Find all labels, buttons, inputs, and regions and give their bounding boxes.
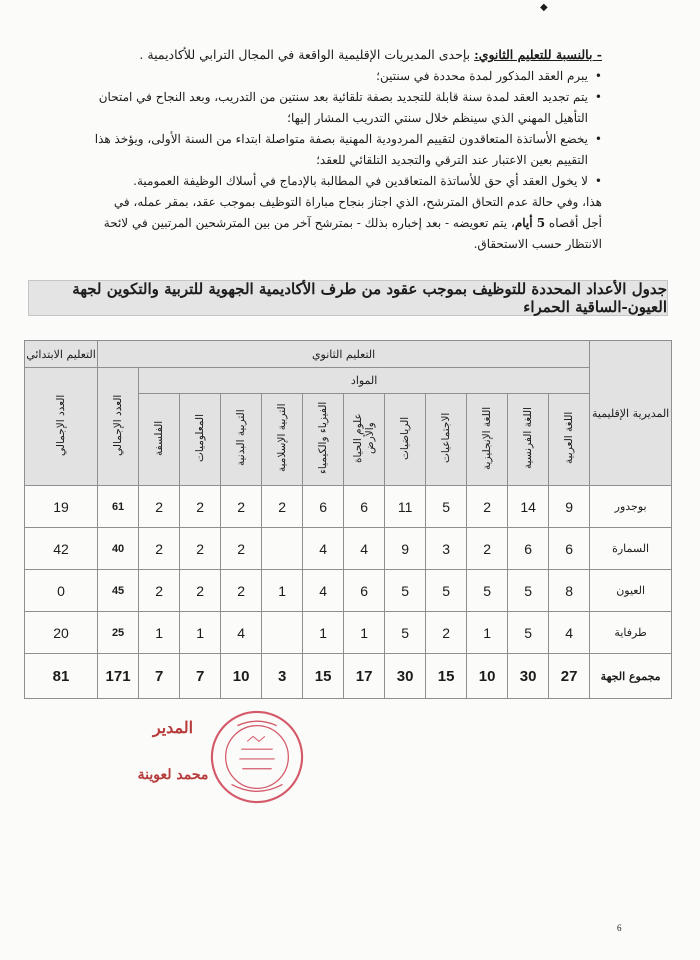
secondary-total: 61: [98, 486, 139, 528]
intro-heading-text: بإحدى المديريات الإقليمية الواقعة في المجال الترابي للأكاديمية .: [139, 47, 475, 62]
paragraph-text-start: هذا، وفي حالة عدم التحاق المترشح، الذي اجتاز بنجاح مباراة التوظيف بموجب عقد، بمقر عمله، في أجل أقصاه: [113, 195, 602, 230]
subject-count: 9: [549, 486, 590, 528]
subject-count: 2: [139, 486, 180, 528]
official-stamp-icon: [208, 708, 306, 806]
subject-header: المعلوميات: [180, 394, 221, 486]
table-row: [25, 612, 672, 654]
bullet-dot-icon: •: [594, 174, 602, 188]
bullet-text: يبرم العقد المذكور لمدة محددة في سنتين؛: [376, 69, 588, 83]
table-row: [25, 570, 672, 612]
intro-bullets: [92, 66, 602, 192]
bullet-item: [92, 171, 602, 192]
subject-count: 27: [549, 654, 590, 699]
table-row: [25, 486, 672, 528]
subject-count: 6: [344, 570, 385, 612]
subject-count: 15: [426, 654, 467, 699]
subject-count: 9: [385, 528, 426, 570]
table-title: جدول الأعداد المحددة للتوظيف بموجب عقود من طرف الأكاديمية الجهوية للتربية والتكوين لجهة العيون-الساقية الحمراء: [28, 280, 668, 316]
recruitment-table: [24, 340, 672, 699]
bullet-text: يخضع الأساتذة المتعاقدون لتقييم المردودية المهنية بصفة متواصلة ابتداء من السنة الأولى، ويؤخذ هذا التقييم بعين الاعتبار عند الترقي والتجديد التلقائي للعقد؛: [94, 132, 588, 167]
subject-header: اللغة الإنجليزية: [467, 394, 508, 486]
bullet-item: [92, 129, 602, 171]
subject-header: الفلسفة: [139, 394, 180, 486]
subject-header: الفيزياء والكيمياء: [303, 394, 344, 486]
region-name: العيون: [590, 570, 672, 612]
bullet-item: [92, 66, 602, 87]
secondary-total: 45: [98, 570, 139, 612]
table-row: [25, 528, 672, 570]
primary-total-header: العدد الإجمالي: [25, 368, 98, 486]
subject-count: 1: [344, 612, 385, 654]
subject-count: 6: [303, 486, 344, 528]
subject-count: 4: [303, 570, 344, 612]
bullet-item: [92, 87, 602, 129]
subject-count: 5: [467, 570, 508, 612]
subject-count: 11: [385, 486, 426, 528]
bullet-dot-icon: •: [594, 90, 602, 104]
subject-count: 1: [262, 570, 303, 612]
subject-count: 5: [426, 570, 467, 612]
secondary-total: 40: [98, 528, 139, 570]
secondary-total-header: العدد الإجمالي: [98, 368, 139, 486]
subject-count: 5: [508, 612, 549, 654]
subject-count: 4: [303, 528, 344, 570]
subject-count: [262, 528, 303, 570]
region-name: بوجدور: [590, 486, 672, 528]
subject-header: التربية البدنية: [221, 394, 262, 486]
subject-count: 8: [549, 570, 590, 612]
bullet-dot-icon: •: [594, 132, 602, 146]
subject-count: 4: [549, 612, 590, 654]
region-name: طرفاية: [590, 612, 672, 654]
subject-count: 7: [180, 654, 221, 699]
subject-count: 6: [508, 528, 549, 570]
subject-header: اللغة الفرنسية: [508, 394, 549, 486]
subject-header: الاجتماعيات: [426, 394, 467, 486]
paragraph-deadline: 5 أيام: [514, 216, 546, 230]
subject-count: 2: [139, 570, 180, 612]
subject-count: 5: [426, 486, 467, 528]
subject-count: 10: [221, 654, 262, 699]
paragraph-text-end: ، يتم تعويضه - بعد إخباره بذلك - بمترشح آخر من بين المترشحين المرتبين في لائحة الانتظار حسب الاستحقاق.: [103, 216, 602, 251]
intro-section: [92, 44, 602, 255]
intro-heading-label: - بالنسبة للتعليم الثانوي:: [474, 47, 602, 62]
subject-count: 2: [221, 486, 262, 528]
subject-count: 1: [303, 612, 344, 654]
secondary-header: التعليم الثانوي: [98, 341, 590, 368]
bullet-text: لا يخول العقد أي حق للأساتذة المتعاقدين في المطالبة بالإدماج في أسلاك الوظيفة العمومية.: [133, 174, 588, 188]
subject-count: 5: [385, 612, 426, 654]
subject-count: 5: [385, 570, 426, 612]
subject-count: 2: [180, 486, 221, 528]
bullet-dot-icon: •: [594, 69, 602, 83]
primary-total: 20: [25, 612, 98, 654]
subject-count: 30: [385, 654, 426, 699]
region-name: السمارة: [590, 528, 672, 570]
primary-total: 81: [25, 654, 98, 699]
subject-count: 3: [426, 528, 467, 570]
subject-count: 2: [467, 528, 508, 570]
secondary-total: 171: [98, 654, 139, 699]
subject-header: الرياضيات: [385, 394, 426, 486]
subject-count: 5: [508, 570, 549, 612]
page-number: 6: [617, 923, 622, 933]
subject-header: اللغة العربية: [549, 394, 590, 486]
subject-count: 7: [139, 654, 180, 699]
bullet-text: يتم تجديد العقد لمدة سنة قابلة للتجديد بصفة تلقائية بعد سنتين من التدريب، وبعد النجاح في امتحان التأهيل المهني الذي سينظم خلال سنتي التدريب المشار إليها؛: [98, 90, 588, 125]
subject-count: 6: [549, 528, 590, 570]
subject-count: 2: [262, 486, 303, 528]
subject-count: 6: [344, 486, 385, 528]
subject-count: 4: [221, 612, 262, 654]
primary-total: 0: [25, 570, 98, 612]
subject-count: 4: [344, 528, 385, 570]
primary-total: 19: [25, 486, 98, 528]
subject-count: 2: [180, 570, 221, 612]
subject-count: 14: [508, 486, 549, 528]
intro-heading: [92, 44, 602, 66]
director-title: المدير: [152, 718, 194, 737]
table-body: [25, 486, 672, 699]
subject-count: 17: [344, 654, 385, 699]
subject-count: 2: [139, 528, 180, 570]
subject-count: 1: [139, 612, 180, 654]
secondary-total: 25: [98, 612, 139, 654]
subject-count: 2: [180, 528, 221, 570]
subject-count: 30: [508, 654, 549, 699]
subject-header: علوم الحياة والأرض: [344, 394, 385, 486]
subject-count: 1: [180, 612, 221, 654]
region-header: المديرية الإقليمية: [590, 341, 672, 486]
subject-count: 2: [221, 570, 262, 612]
subject-count: [262, 612, 303, 654]
subject-header: التربية الإسلامية: [262, 394, 303, 486]
top-mark: ◆: [540, 2, 548, 13]
primary-total: 42: [25, 528, 98, 570]
subject-count: 2: [426, 612, 467, 654]
subject-count: 15: [303, 654, 344, 699]
director-name: محمد لعوينة: [137, 767, 209, 783]
subjects-header: المواد: [139, 368, 590, 394]
subject-count: 3: [262, 654, 303, 699]
subject-count: 2: [467, 486, 508, 528]
region-name: مجموع الجهة: [590, 654, 672, 699]
subject-count: 10: [467, 654, 508, 699]
subject-count: 1: [467, 612, 508, 654]
subject-count: 2: [221, 528, 262, 570]
total-row: [25, 654, 672, 699]
replacement-paragraph: [92, 192, 602, 255]
primary-header: التعليم الابتدائي: [25, 341, 98, 368]
